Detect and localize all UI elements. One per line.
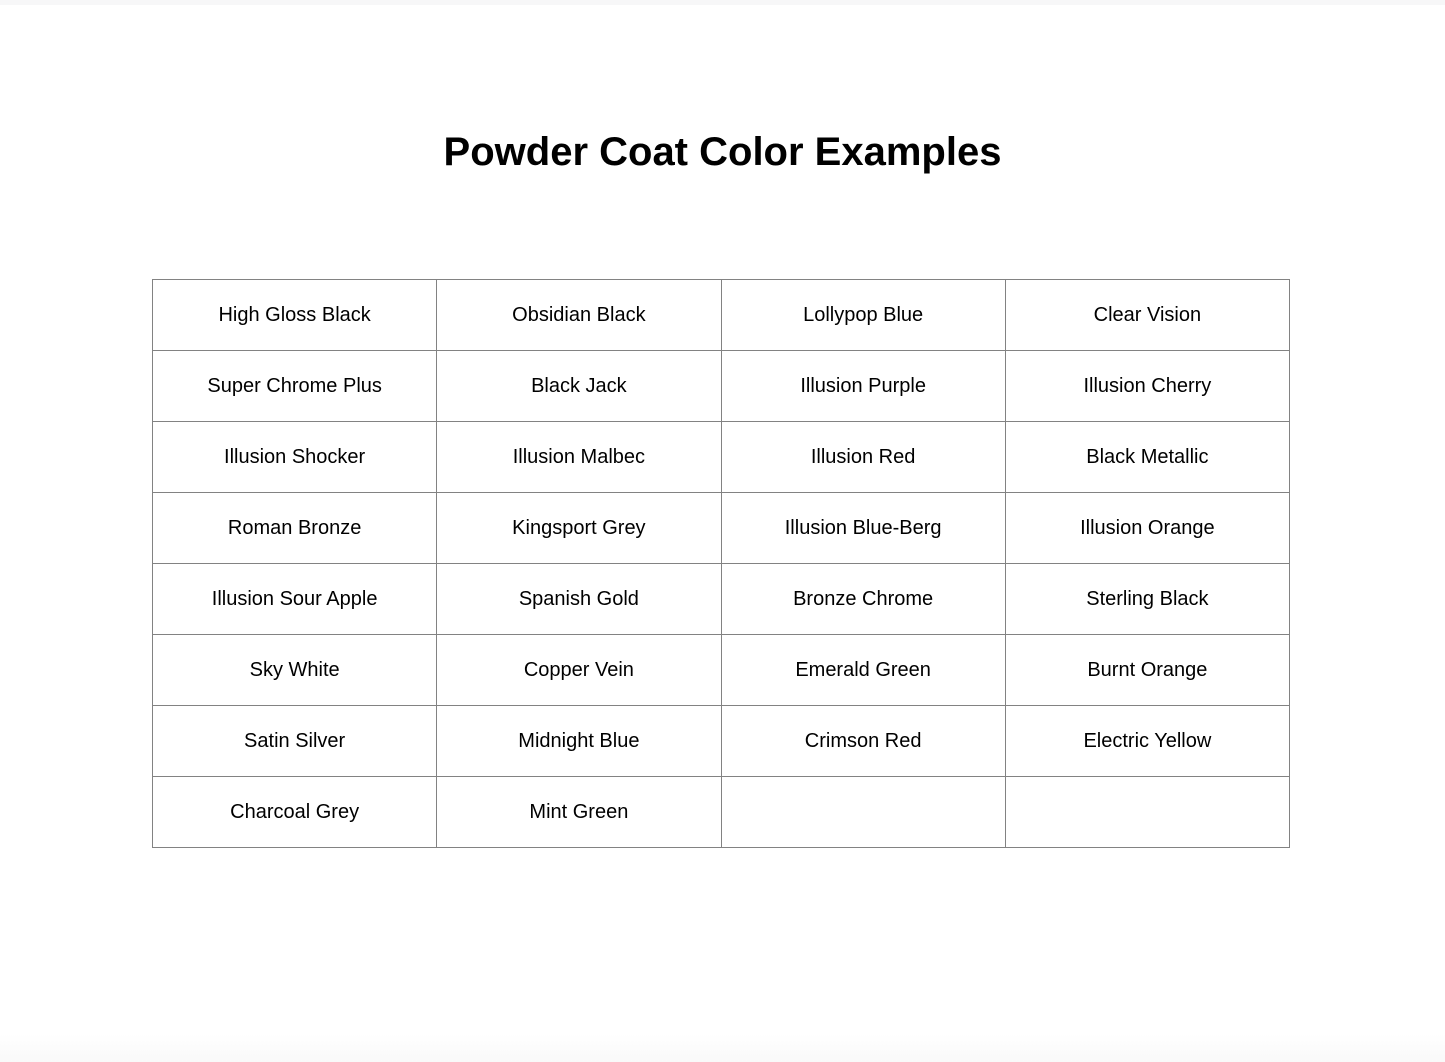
color-name-cell: Illusion Orange bbox=[1005, 493, 1289, 564]
table-row bbox=[153, 351, 1290, 422]
color-name-cell: Illusion Red bbox=[721, 422, 1005, 493]
color-name-cell: Midnight Blue bbox=[437, 706, 721, 777]
page-top-edge bbox=[0, 0, 1445, 5]
color-name-cell: Spanish Gold bbox=[437, 564, 721, 635]
color-name-cell: Sterling Black bbox=[1005, 564, 1289, 635]
color-name-cell bbox=[1005, 777, 1289, 848]
color-name-cell: Lollypop Blue bbox=[721, 280, 1005, 351]
color-name-cell: Illusion Purple bbox=[721, 351, 1005, 422]
table-row bbox=[153, 422, 1290, 493]
color-name-cell: High Gloss Black bbox=[153, 280, 437, 351]
color-name-cell bbox=[721, 777, 1005, 848]
color-name-cell: Super Chrome Plus bbox=[153, 351, 437, 422]
color-name-cell: Mint Green bbox=[437, 777, 721, 848]
color-name-cell: Emerald Green bbox=[721, 635, 1005, 706]
color-name-cell: Illusion Blue-Berg bbox=[721, 493, 1005, 564]
color-name-cell: Charcoal Grey bbox=[153, 777, 437, 848]
color-name-cell: Copper Vein bbox=[437, 635, 721, 706]
page-bottom-edge bbox=[0, 1034, 1445, 1062]
color-table bbox=[152, 279, 1290, 848]
color-name-cell: Illusion Sour Apple bbox=[153, 564, 437, 635]
table-row bbox=[153, 493, 1290, 564]
table-row bbox=[153, 777, 1290, 848]
color-name-cell: Illusion Shocker bbox=[153, 422, 437, 493]
color-name-cell: Electric Yellow bbox=[1005, 706, 1289, 777]
color-name-cell: Satin Silver bbox=[153, 706, 437, 777]
table-row bbox=[153, 706, 1290, 777]
table-row bbox=[153, 635, 1290, 706]
table-row bbox=[153, 280, 1290, 351]
color-name-cell: Clear Vision bbox=[1005, 280, 1289, 351]
color-name-cell: Crimson Red bbox=[721, 706, 1005, 777]
color-name-cell: Black Jack bbox=[437, 351, 721, 422]
page-title: Powder Coat Color Examples bbox=[443, 130, 1002, 174]
color-table-body bbox=[153, 280, 1290, 848]
color-name-cell: Black Metallic bbox=[1005, 422, 1289, 493]
color-name-cell: Bronze Chrome bbox=[721, 564, 1005, 635]
color-name-cell: Kingsport Grey bbox=[437, 493, 721, 564]
color-name-cell: Obsidian Black bbox=[437, 280, 721, 351]
color-name-cell: Sky White bbox=[153, 635, 437, 706]
table-row bbox=[153, 564, 1290, 635]
color-name-cell: Illusion Cherry bbox=[1005, 351, 1289, 422]
color-name-cell: Illusion Malbec bbox=[437, 422, 721, 493]
color-name-cell: Burnt Orange bbox=[1005, 635, 1289, 706]
color-name-cell: Roman Bronze bbox=[153, 493, 437, 564]
